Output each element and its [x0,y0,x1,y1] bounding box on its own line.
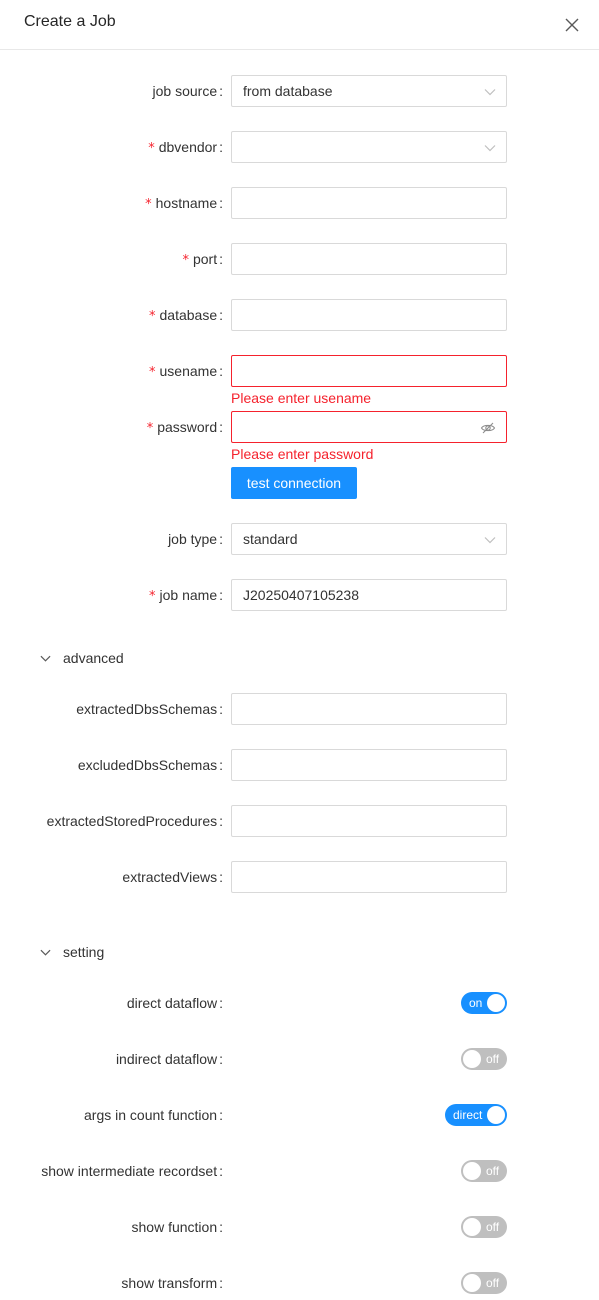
show-intermediate-recordset-label: show intermediate recordset : [41,1163,223,1179]
show-function-switch[interactable] [461,1216,507,1238]
database-input[interactable] [231,299,507,331]
switch-knob [463,1162,481,1180]
dialog-title: Create a Job [24,13,116,30]
chevron-down-icon [40,653,51,664]
job-type-select[interactable] [231,523,507,555]
switch-knob [487,1106,505,1124]
excluded-dbs-schemas-label: excludedDbsSchemas : [77,757,223,773]
switch-knob [463,1050,481,1068]
job-type-value: standard [243,531,298,547]
form-row-database [0,299,599,331]
form-row-extracted-dbs-schemas [0,693,599,725]
form-row-extracted-views [0,861,599,893]
setting-section-title: setting [63,944,105,960]
form-row-job-type [0,523,599,555]
switch-text: off [486,1220,500,1234]
dialog-header [0,0,599,50]
extracted-views-input[interactable] [231,861,507,893]
chevron-down-icon [484,142,496,154]
switch-knob [463,1218,481,1236]
form-row-extracted-stored-procedures [0,805,599,837]
job-source-select[interactable] [231,75,507,107]
setting-row-show-transform [0,1266,599,1300]
form-row-hostname [0,187,599,219]
database-label: * database : [149,307,223,324]
port-input[interactable] [231,243,507,275]
password-input[interactable] [231,411,507,443]
indirect-dataflow-label: indirect dataflow : [115,1051,223,1067]
show-transform-label: show transform : [121,1275,223,1291]
port-label: * port : [182,251,223,268]
usename-label: * usename : [149,363,223,380]
close-icon[interactable] [561,14,583,36]
indirect-dataflow-switch[interactable] [461,1048,507,1070]
chevron-down-icon [484,534,496,546]
extracted-stored-procedures-input[interactable] [231,805,507,837]
form-row-job-source [0,75,599,107]
switch-text: off [486,1276,500,1290]
password-error: Please enter password [231,446,374,462]
args-in-count-function-label: args in count function : [84,1107,223,1123]
form-row-dbvendor [0,131,599,163]
advanced-section-header[interactable] [40,647,160,669]
job-name-label: * job name : [149,587,223,604]
job-source-label: job source : [152,83,223,99]
test-connection-button[interactable]: test connection [231,467,357,499]
setting-row-indirect-dataflow [0,1042,599,1076]
job-source-value: from database [243,83,333,99]
switch-knob [487,994,505,1012]
form-row-password [0,411,599,443]
switch-knob [463,1274,481,1292]
setting-section-header[interactable] [40,941,160,963]
args-in-count-function-switch[interactable] [445,1104,507,1126]
direct-dataflow-label: direct dataflow : [126,995,223,1011]
setting-row-show-function [0,1210,599,1244]
switch-text: off [486,1052,500,1066]
form-row-usename [0,355,599,387]
password-label: * password : [146,419,223,436]
excluded-dbs-schemas-input[interactable] [231,749,507,781]
form-row-port [0,243,599,275]
hostname-input[interactable] [231,187,507,219]
usename-error: Please enter usename [231,390,372,406]
job-name-input[interactable]: J20250407105238 [231,579,507,611]
dbvendor-select[interactable] [231,131,507,163]
setting-row-direct-dataflow [0,986,599,1020]
setting-row-show-intermediate-recordset [0,1154,599,1188]
advanced-section-title: advanced [63,650,124,666]
extracted-dbs-schemas-label: extractedDbsSchemas : [76,701,223,717]
direct-dataflow-switch[interactable] [461,992,507,1014]
form-row-job-name [0,579,599,611]
show-intermediate-recordset-switch[interactable] [461,1160,507,1182]
setting-row-args-in-count-function [0,1098,599,1132]
extracted-dbs-schemas-input[interactable] [231,693,507,725]
extracted-views-label: extractedViews : [122,869,223,885]
hostname-label: * hostname : [145,195,223,212]
dbvendor-label: * dbvendor : [148,139,223,156]
switch-text: on [469,996,483,1010]
show-function-label: show function : [131,1219,223,1235]
switch-text: direct [453,1108,483,1122]
form-row-excluded-dbs-schemas [0,749,599,781]
chevron-down-icon [40,947,51,958]
chevron-down-icon [484,86,496,98]
show-transform-switch[interactable] [461,1272,507,1294]
switch-text: off [486,1164,500,1178]
job-type-label: job type : [168,531,223,547]
usename-input[interactable] [231,355,507,387]
extracted-stored-procedures-label: extractedStoredProcedures : [46,813,223,829]
eye-invisible-icon[interactable] [480,420,496,436]
